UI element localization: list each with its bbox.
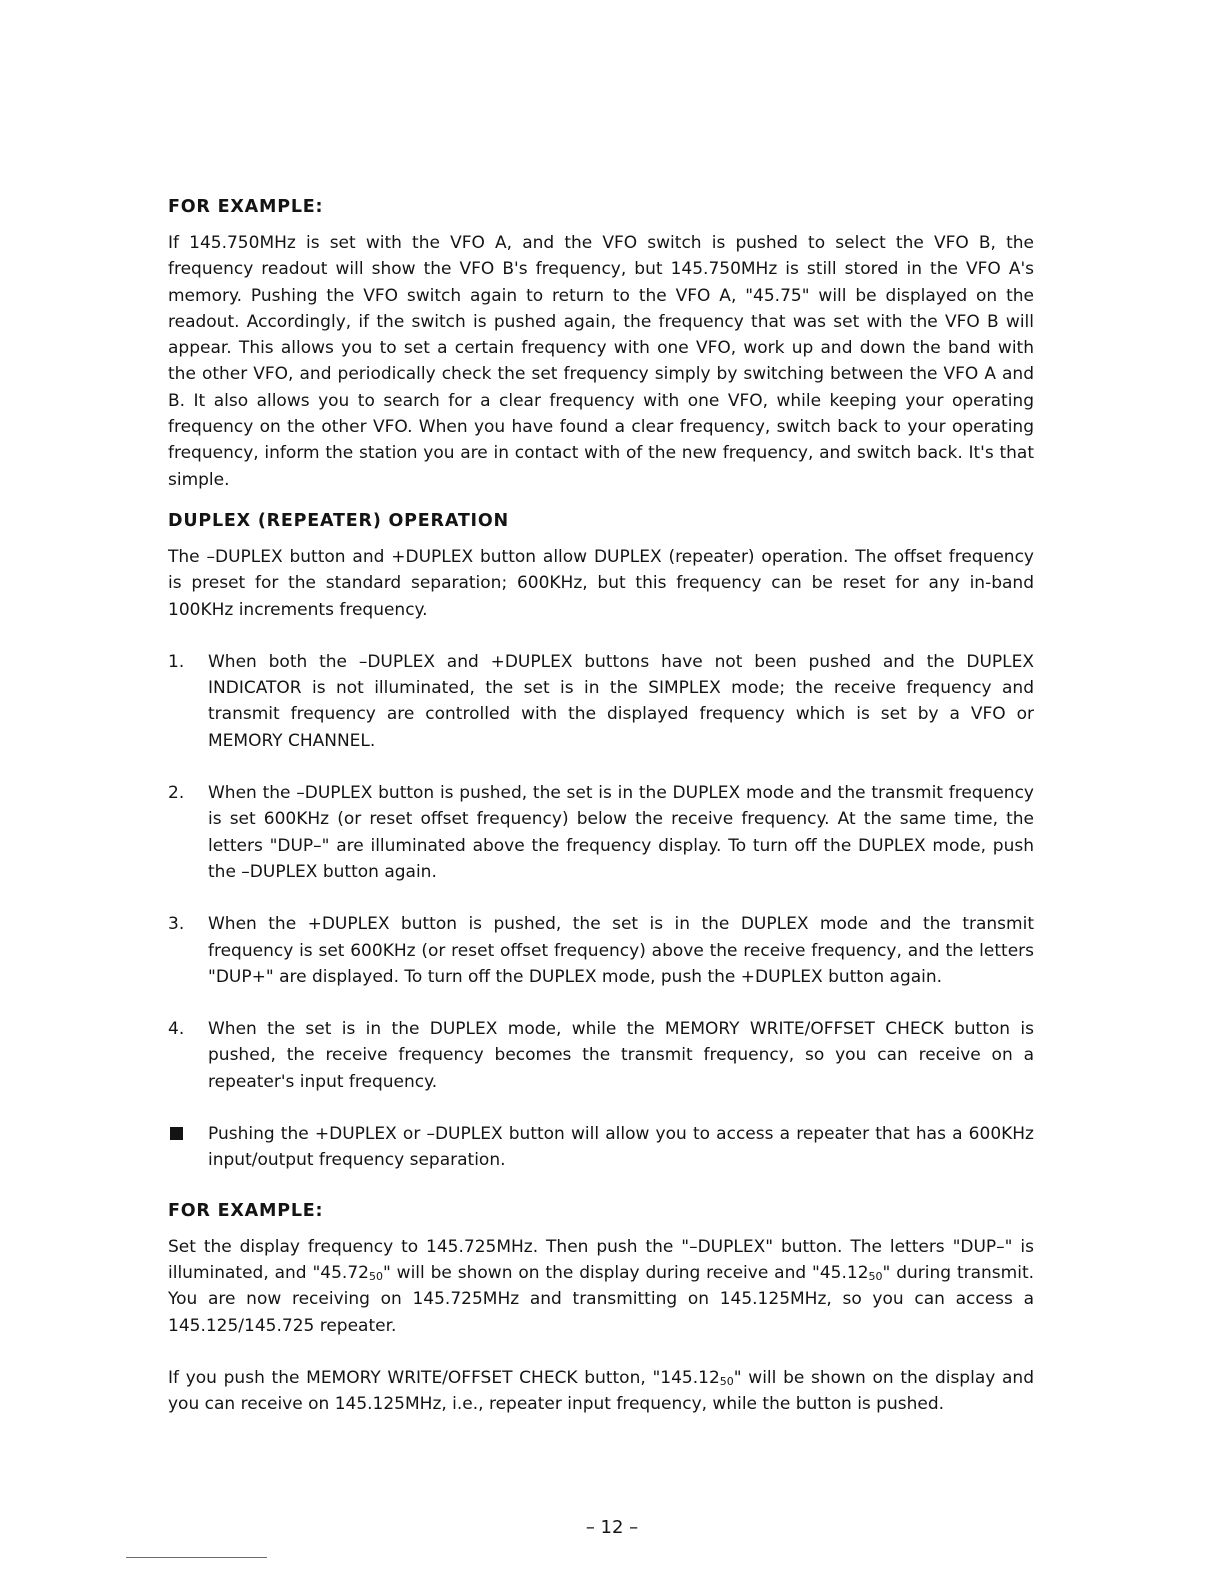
example-text-segment: If you push the MEMORY WRITE/OFFSET CHECK button, "145.12: [168, 1367, 720, 1388]
list-item: [168, 780, 1034, 885]
list-item-number: 3.: [168, 914, 185, 935]
list-item-text: When the –DUPLEX button is pushed, the set is in the DUPLEX mode and the transmit frequency is set 600KHz (or reset offset frequency) below the receive frequency. At the same time, the letters "DUP–" are illuminated above the frequency display. To turn off the DUPLEX mode, push the –DUPLEX button again.: [208, 783, 1034, 882]
list-item-text: When the set is in the DUPLEX mode, while the MEMORY WRITE/OFFSET CHECK button is pushed, the receive frequency becomes the transmit frequency, so you can receive on a repeater's input frequency.: [208, 1019, 1034, 1092]
footer-divider: [126, 1557, 267, 1558]
square-bullet-icon: [168, 1121, 208, 1174]
duplex-steps-list: [168, 649, 1034, 1095]
example-text-segment: " will be shown on the display during receive and "45.12: [382, 1262, 869, 1283]
subscript-digits: 50: [868, 1269, 883, 1283]
manual-page: [168, 196, 1034, 1417]
list-item-number: 2.: [168, 783, 185, 804]
example-heading-2: FOR EXAMPLE:: [168, 1200, 324, 1221]
bullet-note: [168, 1121, 1034, 1174]
list-item: [168, 1016, 1034, 1095]
example-paragraph-2: [168, 1234, 1034, 1339]
list-item-text: When the +DUPLEX button is pushed, the set is in the DUPLEX mode and the transmit frequency is set 600KHz (or reset offset frequency) above the receive frequency, and the letters "DUP+" are displayed. To turn off the DUPLEX mode, push the +DUPLEX button again.: [208, 914, 1034, 987]
example-paragraph-1: If 145.750MHz is set with the VFO A, and the VFO switch is pushed to select the VFO B, the frequency readout will show the VFO B's frequency, but 145.750MHz is still stored in the VFO A's memory. Pushing the VFO switch again to return to the VFO A, "45.75" will be displayed on the readout. Accordingly, if the switch is pushed again, the frequency that was set with the VFO B will appear. This allows you to set a certain frequency with one VFO, work up and down the band with the other VFO, and periodically check the set frequency simply by switching between the VFO A and B. It also allows you to search for a clear frequency with one VFO, while keeping your operating frequency on the other VFO. When you have found a clear frequency, switch back to your operating frequency, inform the station you are in contact with of the new frequency, and switch back. It's that simple.: [168, 233, 1034, 490]
example-text-segment: " during transmit. You are now receiving on 145.725MHz and transmitting on 145.125MHz, so you can access a 145.125/145.725 repeater.: [168, 1262, 1035, 1336]
list-item-number: 4.: [168, 1019, 185, 1040]
example-text-segment: " will be shown on the display and you can receive on 145.125MHz, i.e., repeater input frequency, while the button is pushed.: [168, 1367, 1034, 1415]
duplex-section-heading: DUPLEX (REPEATER) OPERATION: [168, 510, 509, 531]
subscript-digits: 50: [368, 1269, 383, 1283]
list-item: [168, 911, 1034, 990]
bullet-note-text: Pushing the +DUPLEX or –DUPLEX button will allow you to access a repeater that has a 600KHz input/output frequency separation.: [208, 1124, 1034, 1171]
example-paragraph-3: [168, 1365, 1034, 1418]
list-item-text: When both the –DUPLEX and +DUPLEX buttons have not been pushed and the DUPLEX INDICATOR is not illuminated, the set is in the SIMPLEX mode; the receive frequency and transmit frequency are controlled with the displayed frequency which is set by a VFO or MEMORY CHANNEL.: [208, 651, 1034, 751]
list-item: [168, 649, 1034, 754]
example-text-segment: Set the display frequency to 145.725MHz. Then push the "–DUPLEX" button. The letters "DUP–" is illuminated, and "45.72: [168, 1236, 1034, 1283]
list-item-number: 1.: [168, 651, 185, 672]
page-number: – 12 –: [585, 1517, 639, 1538]
subscript-digits: 50: [719, 1374, 734, 1388]
example-heading-1: FOR EXAMPLE:: [168, 197, 324, 217]
duplex-intro-paragraph: The –DUPLEX button and +DUPLEX button allow DUPLEX (repeater) operation. The offset frequency is preset for the standard separation; 600KHz, but this frequency can be reset for any in-band 100KHz increments frequency.: [168, 546, 1034, 620]
